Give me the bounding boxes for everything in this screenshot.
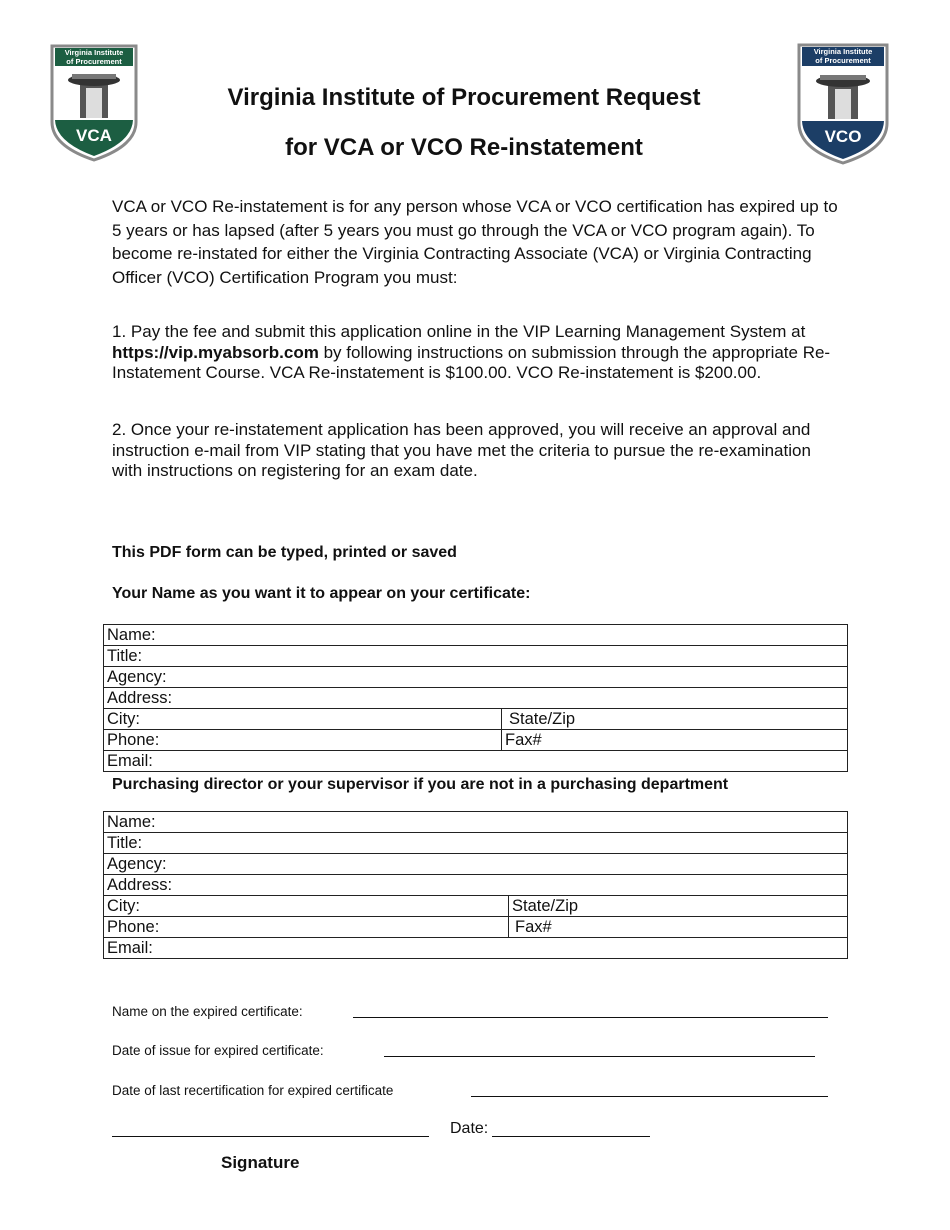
- vco-badge-logo: [797, 43, 889, 165]
- supervisor-name-field[interactable]: Name:: [104, 812, 848, 833]
- expired-issue-date-line[interactable]: [384, 1056, 815, 1057]
- vca-badge-org-line2: of Procurement: [66, 57, 122, 66]
- applicant-info-table: [103, 624, 848, 772]
- supervisor-state-zip-field[interactable]: State/Zip: [509, 896, 848, 917]
- vca-badge-org-line1: Virginia Institute: [64, 48, 124, 57]
- vca-badge-logo: [50, 44, 138, 162]
- supervisor-city-field[interactable]: City:: [104, 896, 509, 917]
- supervisor-address-field[interactable]: Address:: [104, 875, 848, 896]
- applicant-state-zip-field[interactable]: State/Zip: [502, 709, 848, 730]
- supervisor-email-field[interactable]: Email:: [104, 938, 848, 959]
- vip-lms-link[interactable]: https://vip.myabsorb.com: [112, 342, 319, 362]
- applicant-title-field[interactable]: Title:: [104, 646, 848, 667]
- signature-line[interactable]: [112, 1136, 429, 1137]
- applicant-fax-field[interactable]: Fax#: [502, 730, 848, 751]
- step-1-text-before: 1. Pay the fee and submit this application online in the VIP Learning Management System at: [112, 322, 806, 341]
- applicant-phone-field[interactable]: Phone:: [104, 730, 502, 751]
- last-recert-date-label: Date of last recertification for expired certificate: [112, 1083, 394, 1098]
- step-2-paragraph: 2. Once your re-instatement application has been approved, you will receive an approval and instruction e-mail from VIP stating that you have met the criteria to pursue the re-examination with instructions on registering for an exam date.: [112, 420, 811, 480]
- expired-name-line[interactable]: [353, 1017, 828, 1018]
- intro-paragraph: VCA or VCO Re-instatement is for any person whose VCA or VCO certification has expired up to 5 years or has lapsed (after 5 years you must go through the VCA or VCO program again). To become re-instated for either the Virginia Contracting Associate (VCA) or Virginia Contracting Officer (VCO) Certification Program you must:: [112, 197, 838, 287]
- supervisor-fax-field[interactable]: Fax#: [509, 917, 848, 938]
- page-title-line1: Virginia Institute of Procurement Request: [227, 84, 701, 111]
- applicant-email-field[interactable]: Email:: [104, 751, 848, 772]
- signature-label: Signature: [221, 1153, 300, 1172]
- supervisor-info-table: [103, 811, 848, 959]
- applicant-city-field[interactable]: City:: [104, 709, 502, 730]
- vco-badge-org-line2: of Procurement: [815, 56, 871, 65]
- expired-issue-date-label: Date of issue for expired certificate:: [112, 1043, 324, 1058]
- vco-badge-label: VCO: [824, 127, 862, 146]
- vco-badge-org-line1: Virginia Institute: [813, 47, 873, 56]
- page-title-line2: for VCA or VCO Re-instatement: [285, 134, 643, 161]
- date-line[interactable]: [492, 1136, 650, 1137]
- supervisor-agency-field[interactable]: Agency:: [104, 854, 848, 875]
- expired-name-label: Name on the expired certificate:: [112, 1004, 303, 1019]
- supervisor-title-field[interactable]: Title:: [104, 833, 848, 854]
- step-1-paragraph: [112, 322, 832, 384]
- form-note: This PDF form can be typed, printed or saved: [112, 544, 457, 561]
- supervisor-phone-field[interactable]: Phone:: [104, 917, 509, 938]
- applicant-address-field[interactable]: Address:: [104, 688, 848, 709]
- applicant-agency-field[interactable]: Agency:: [104, 667, 848, 688]
- step-1-text-after: by following instructions on submission through the appropriate Re-Instatement Course. VCA Re-instatement is $100.00. VCO Re-instatement is $200.00.: [112, 342, 831, 382]
- applicant-name-field[interactable]: Name:: [104, 625, 848, 646]
- section-1-heading: Your Name as you want it to appear on your certificate:: [112, 585, 531, 602]
- date-label: Date:: [450, 1120, 489, 1137]
- section-2-heading: Purchasing director or your supervisor if you are not in a purchasing department: [112, 776, 729, 793]
- vca-badge-label: VCA: [76, 126, 112, 145]
- last-recert-date-line[interactable]: [471, 1096, 828, 1097]
